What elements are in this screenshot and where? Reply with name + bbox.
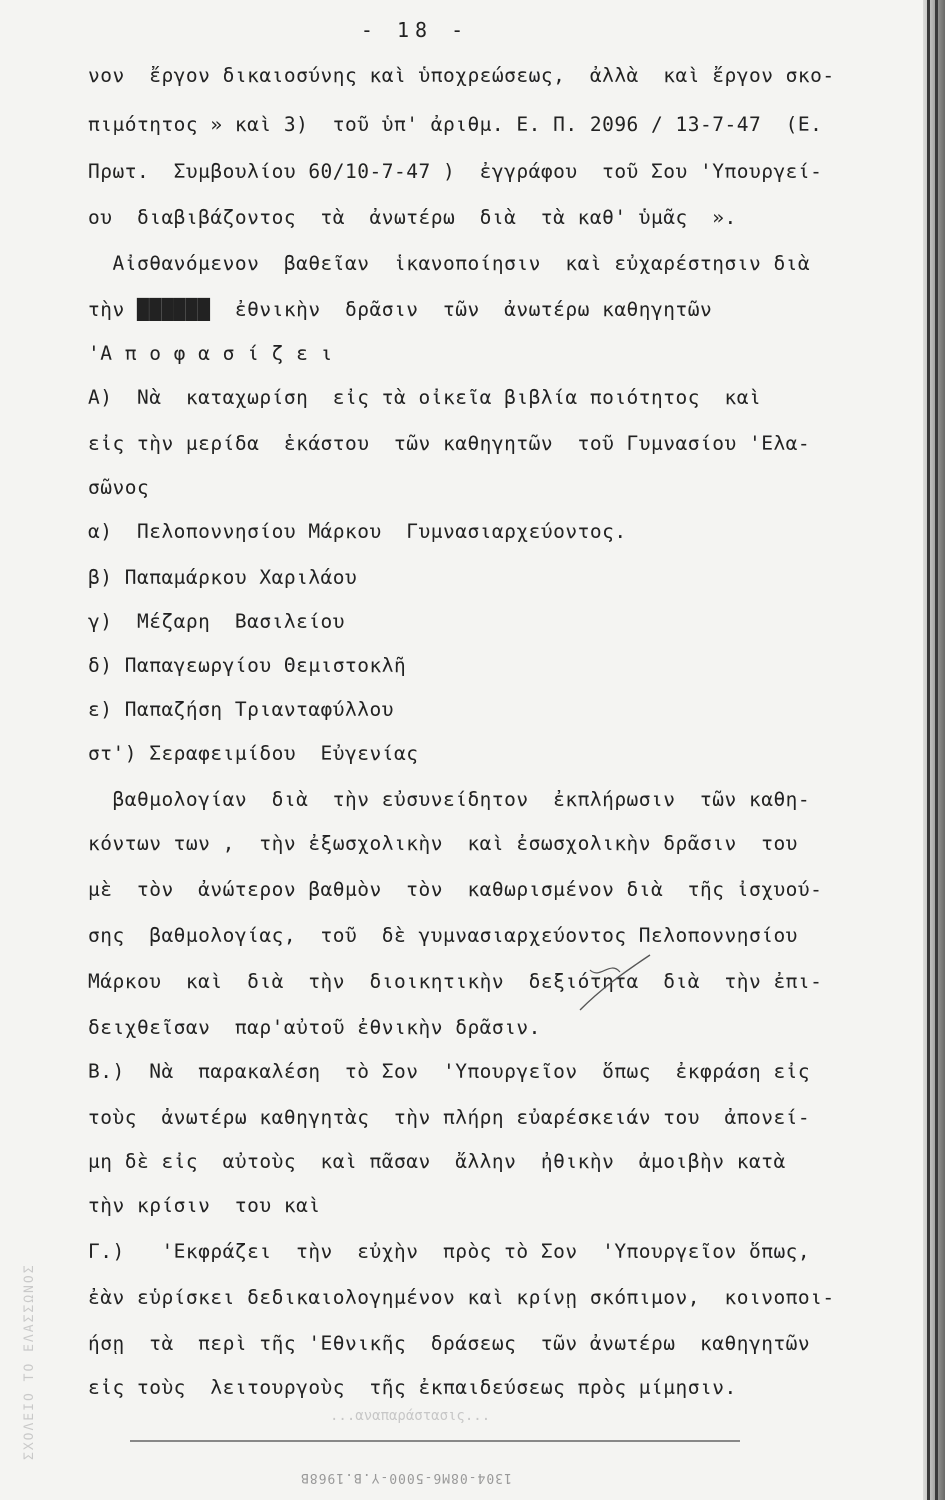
bleed-through-text: ...αναπαράστασις...	[330, 1408, 491, 1424]
text-line: μη δὲ εἰς αὐτοὺς καὶ πᾶσαν ἄλλην ἠθικὴν ἀμοιβὴν κατὰ	[88, 1150, 786, 1173]
text-line: εἰς τοὺς λειτουργοὺς τῆς ἐκπαιδεύσεως πρὸς μίμησιν.	[88, 1376, 737, 1399]
text-line: ἐὰν εὑρίσκει δεδικαιολογημένον καὶ κρίνῃ σκόπιμον, κοινοποι-	[88, 1286, 835, 1309]
text-line: δειχθεῖσαν παρ'αὐτοῦ ἐθνικὴν δρᾶσιν.	[88, 1016, 541, 1039]
text-line: κόντων των , τὴν ἐξωσχολικὴν καὶ ἐσωσχολικὴν δρᾶσιν του	[88, 832, 798, 855]
text-line: Αἰσθανόμενον βαθεῖαν ἱκανοποίησιν καὶ εὐχαρέστησιν διὰ	[88, 252, 811, 275]
text-line: τοὺς ἀνωτέρω καθηγητὰς τὴν πλήρη εὐαρέσκειάν του ἀπονεί-	[88, 1106, 811, 1129]
text-line: νον ἔργον δικαιοσύνης καὶ ὑποχρεώσεως, ἀλλὰ καὶ ἔργον σκο-	[88, 64, 835, 87]
text-line: 'Α π ο φ α σ ί ζ ε ι	[88, 342, 333, 365]
binding-gutter	[923, 0, 945, 1500]
text-line: α) Πελοποννησίου Μάρκου Γυμνασιαρχεύοντος.	[88, 520, 627, 543]
text-line: Μάρκου καὶ διὰ τὴν διοικητικὴν δεξιότητα διὰ τὴν ἐπι-	[88, 970, 823, 993]
page-number: - 18 -	[360, 18, 470, 42]
text-line: μὲ τὸν ἀνώτερον βαθμὸν τὸν καθωρισμένον διὰ τῆς ἰσχυού-	[88, 878, 823, 901]
text-line: στ') Σεραφειμίδου Εὐγενίας	[88, 742, 419, 765]
footer-print-code: 1304-08Μ6-5000-Υ.Β.1968Β	[300, 1470, 512, 1485]
text-line: ήσῃ τὰ περὶ τῆς 'Εθνικῆς δράσεως τῶν ἀνωτέρω καθηγητῶν	[88, 1332, 811, 1355]
left-margin-stamp: ΣΧΟΛΕΙΟ ΤΟ ΕΛΑΣΣΩΝΟΣ	[22, 1263, 37, 1460]
gutter-line	[927, 0, 930, 1500]
footer-rule	[130, 1440, 740, 1442]
text-line: β) Παπαμάρκου Χαριλάου	[88, 566, 358, 589]
text-line: ου διαβιβάζοντος τὰ ἀνωτέρω διὰ τὰ καθ' ὑμᾶς ».	[88, 206, 737, 229]
text-line: εἰς τὴν μερίδα ἑκάστου τῶν καθηγητῶν τοῦ Γυμνασίου 'Ελα-	[88, 432, 811, 455]
text-line: γ) Μέζαρη Βασιλείου	[88, 610, 346, 633]
handwritten-scribble	[575, 950, 655, 1020]
text-line: τὴν κρίσιν του καὶ	[88, 1194, 321, 1217]
text-line: Β.) Νὰ παρακαλέση τὸ Σον 'Υπουργεῖον ὅπως ἐκφράση εἰς	[88, 1060, 811, 1083]
text-line: ε) Παπαζήση Τριανταφύλλου	[88, 698, 394, 721]
text-line: τὴν ██████ ἐθνικὴν δρᾶσιν τῶν ἀνωτέρω καθηγητῶν	[88, 298, 713, 321]
text-line: Πρωτ. Συμβουλίου 60/10-7-47 ) ἐγγράφου τοῦ Σου 'Υπουργεί-	[88, 160, 823, 183]
text-line: Γ.) 'Εκφράζει τὴν εὐχὴν πρὸς τὸ Σον 'Υπουργεῖον ὅπως,	[88, 1240, 811, 1263]
text-line: σης βαθμολογίας, τοῦ δὲ γυμνασιαρχεύοντος Πελοποννησίου	[88, 924, 798, 947]
gutter-line	[935, 0, 938, 1500]
text-line: δ) Παπαγεωργίου Θεμιστοκλῆ	[88, 654, 407, 677]
text-line: πιμότητος » καὶ 3) τοῦ ὑπ' ἀριθμ. Ε. Π. 2096 / 13-7-47 (Ε.	[88, 113, 823, 136]
text-line: σῶνος	[88, 476, 150, 499]
text-line: βαθμολογίαν διὰ τὴν εὐσυνείδητον ἐκπλήρωσιν τῶν καθη-	[88, 788, 811, 811]
text-line: Α) Νὰ καταχωρίση εἰς τὰ οἰκεῖα βιβλία ποιότητος καὶ	[88, 386, 762, 409]
